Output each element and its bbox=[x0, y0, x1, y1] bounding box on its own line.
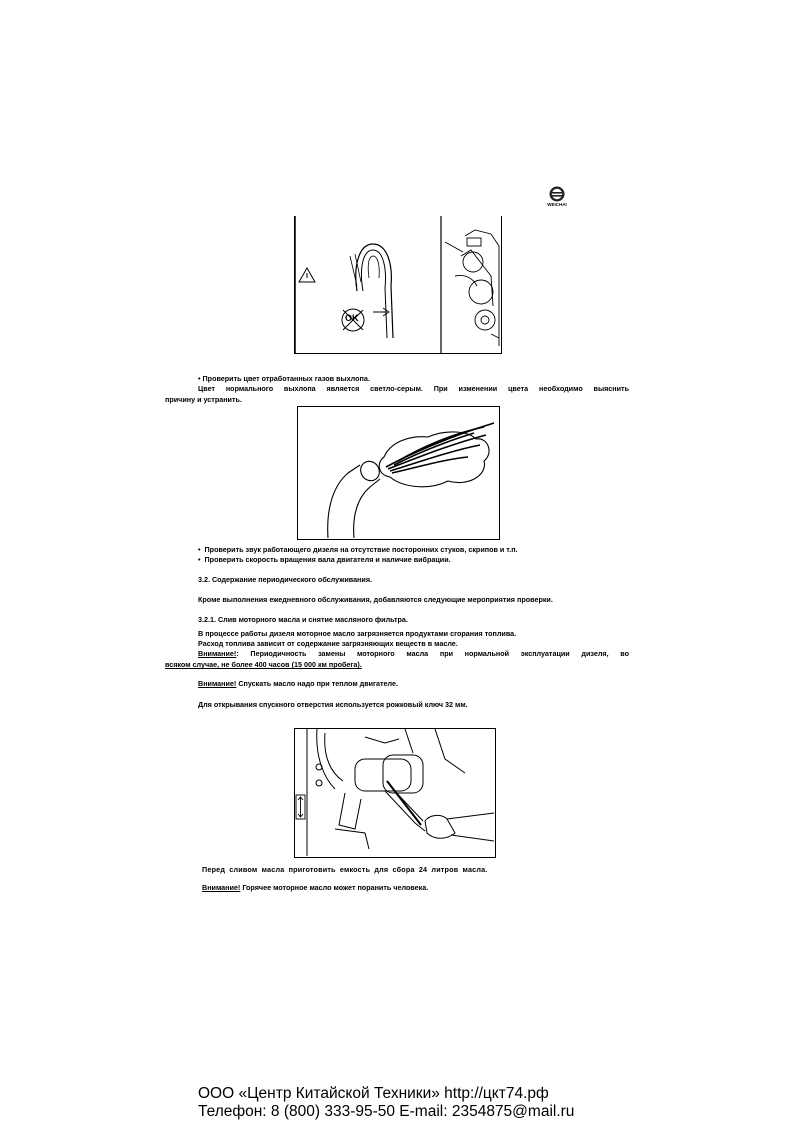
wrench-note: Для открывания спускного отверстия используется рожковый ключ 32 мм. bbox=[198, 700, 468, 709]
figure-oil-drain bbox=[294, 728, 496, 858]
figure-exhaust-smoke bbox=[297, 406, 500, 540]
ok-label: OK bbox=[345, 313, 359, 323]
section-3-2-text: Кроме выполнения ежедневного обслуживания, добавляются следующие мероприятия проверки. bbox=[198, 595, 553, 604]
bullet-engine-sound-text: Проверить звук работающего дизеля на отсутствие посторонних стуков, скрипов и т.п. bbox=[204, 545, 518, 554]
hot-oil-attention-label: Внимание! bbox=[202, 883, 241, 892]
bullet-shaft-speed: • Проверить скорость вращения вала двигателя и наличие вибрации. bbox=[198, 555, 451, 564]
footer-company-line: ООО «Центр Китайской Техники» http://цкт74.рф bbox=[198, 1085, 549, 1102]
figure-belt-tension bbox=[294, 216, 502, 354]
warm-attention-label: Внимание! bbox=[198, 679, 237, 688]
bullet-engine-sound: • Проверить звук работающего дизеля на отсутствие посторонних стуков, скрипов и т.п. bbox=[198, 545, 518, 554]
warm-engine-note bbox=[198, 679, 398, 689]
up-down-arrow-icon bbox=[296, 795, 305, 819]
footer-contact-line: Телефон: 8 (800) 333-95-50 E-mail: 2354875@mail.ru bbox=[198, 1103, 575, 1120]
section-3-2-1-title: 3.2.1. Слив моторного масла и снятие масляного фильтра. bbox=[198, 615, 408, 624]
hot-oil-warning bbox=[202, 883, 428, 893]
bullet-shaft-speed-text: Проверить скорость вращения вала двигателя и наличие вибрации. bbox=[204, 555, 451, 564]
section-3-2-title: 3.2. Содержание периодического обслуживания. bbox=[198, 575, 373, 584]
warm-engine-text: Спускать масло надо при теплом двигателе. bbox=[236, 679, 399, 688]
fuel-consumption-text: Расход топлива зависит от содержание загрязняющих веществ в масле. bbox=[198, 639, 458, 648]
attention-interval-text: : Периодичность замены моторного масла при нормальной эксплуатации дизеля, во bbox=[236, 649, 629, 658]
exhaust-color-text-2: причину и устранить. bbox=[165, 395, 242, 404]
prepare-container-text: Перед сливом масла приготовить емкость для сбора 24 литров масла. bbox=[202, 865, 488, 874]
hot-oil-text: Горячее моторное масло может поранить человека. bbox=[240, 883, 429, 892]
prepare-container-note bbox=[202, 865, 488, 875]
attention-label: Внимание! bbox=[198, 649, 237, 658]
oil-contamination-text: В процессе работы дизеля моторное масло загрязняется продуктами сгорания топлива. bbox=[198, 629, 517, 638]
weichai-logo bbox=[540, 185, 574, 209]
exhaust-color-text: Цвет нормального выхлопа является светло-серым. При изменении цвета необходимо выяснить bbox=[198, 384, 629, 393]
attention-interval-line bbox=[198, 649, 629, 659]
bullet-exhaust-color: • Проверить цвет отработанных газов выхлопа. bbox=[198, 374, 370, 383]
warning-icon bbox=[299, 268, 315, 282]
logo-text: WEICHAI bbox=[547, 202, 567, 207]
attention-interval-line-2: всяком случае, не более 400 часов (15 000 км пробега). bbox=[165, 660, 362, 669]
